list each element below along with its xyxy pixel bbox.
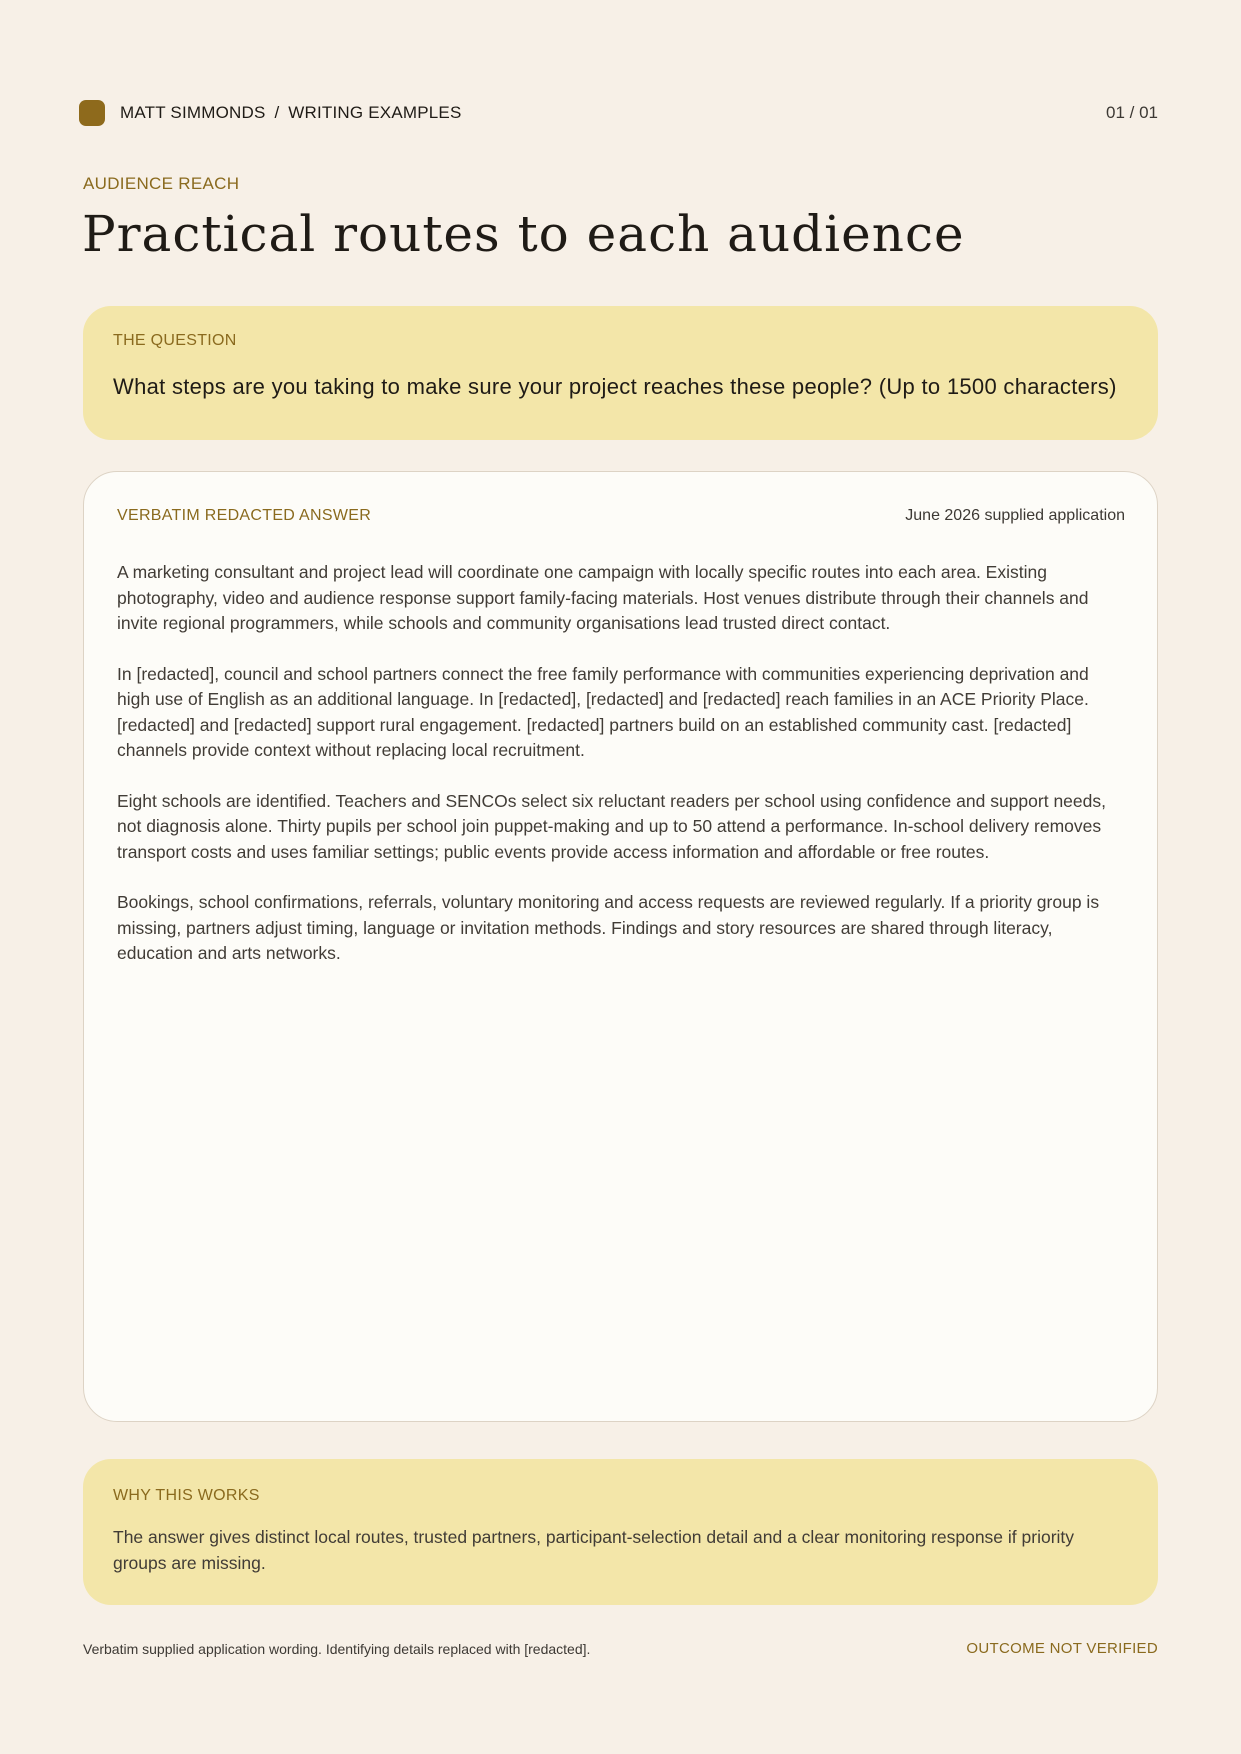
answer-paragraph: Bookings, school confirmations, referrals, voluntary monitoring and access requests are reviewed regularly. If a priority group is missing, partners adjust timing, language or invitation methods. Findings and story resources are shared through literacy, education and arts networks. bbox=[117, 892, 1100, 963]
answer-body bbox=[117, 560, 1125, 967]
brand-name: MATT SIMMONDS bbox=[120, 103, 266, 122]
answer-card bbox=[83, 471, 1158, 1422]
answer-paragraph: In [redacted], council and school partners connect the free family performance with communities experiencing deprivation and high use of English as an additional language. In [redacted], [redacted] and [redacted] reach families in an ACE Priority Place. [redacted] and [redacted] support rural engagement. [redacted] partners build on an established community cast. [redacted] channels provide context without replacing local recruitment. bbox=[117, 663, 1089, 760]
answer-label: VERBATIM REDACTED ANSWER bbox=[117, 507, 372, 524]
answer-paragraph: A marketing consultant and project lead will coordinate one campaign with locally specific routes into each area. Existing photography, video and audience response support family-facing materials. Host venues distribute through their channels and invite regional programmers, while schools and community organisations lead trusted direct contact. bbox=[117, 562, 1089, 633]
section-eyebrow: AUDIENCE REACH bbox=[83, 174, 240, 193]
page-header bbox=[79, 100, 1158, 126]
why-text: The answer gives distinct local routes, trusted partners, participant-selection detail and a clear monitoring response if priority groups are missing. bbox=[113, 1527, 1075, 1573]
question-text: What steps are you taking to make sure your project reaches these people? (Up to 1500 characters) bbox=[113, 374, 1117, 399]
breadcrumb-section: WRITING EXAMPLES bbox=[288, 103, 462, 122]
answer-source: June 2026 supplied application bbox=[905, 507, 1125, 524]
question-card bbox=[83, 306, 1158, 440]
page-footer bbox=[83, 1640, 1158, 1657]
footer-note: Verbatim supplied application wording. Identifying details replaced with [redacted]. bbox=[83, 1640, 591, 1657]
page-title: Practical routes to each audience bbox=[82, 205, 965, 263]
answer-paragraph: Eight schools are identified. Teachers and SENCOs select six reluctant readers per school using confidence and support needs, not diagnosis alone. Thirty pupils per school join puppet-making and up to 50 attend a performance. In-school delivery removes transport costs and uses familiar settings; public events provide access information and affordable or free routes. bbox=[117, 790, 1106, 862]
answer-header bbox=[117, 506, 1125, 526]
outcome-status: OUTCOME NOT VERIFIED bbox=[966, 1640, 1158, 1657]
brand-logo-icon bbox=[79, 100, 105, 126]
breadcrumb-separator: / bbox=[274, 103, 280, 122]
brand bbox=[79, 100, 462, 126]
page-number: 01 / 01 bbox=[1106, 103, 1158, 122]
why-label: WHY THIS WORKS bbox=[113, 1487, 260, 1504]
question-label: THE QUESTION bbox=[113, 332, 237, 349]
why-card bbox=[83, 1459, 1158, 1605]
